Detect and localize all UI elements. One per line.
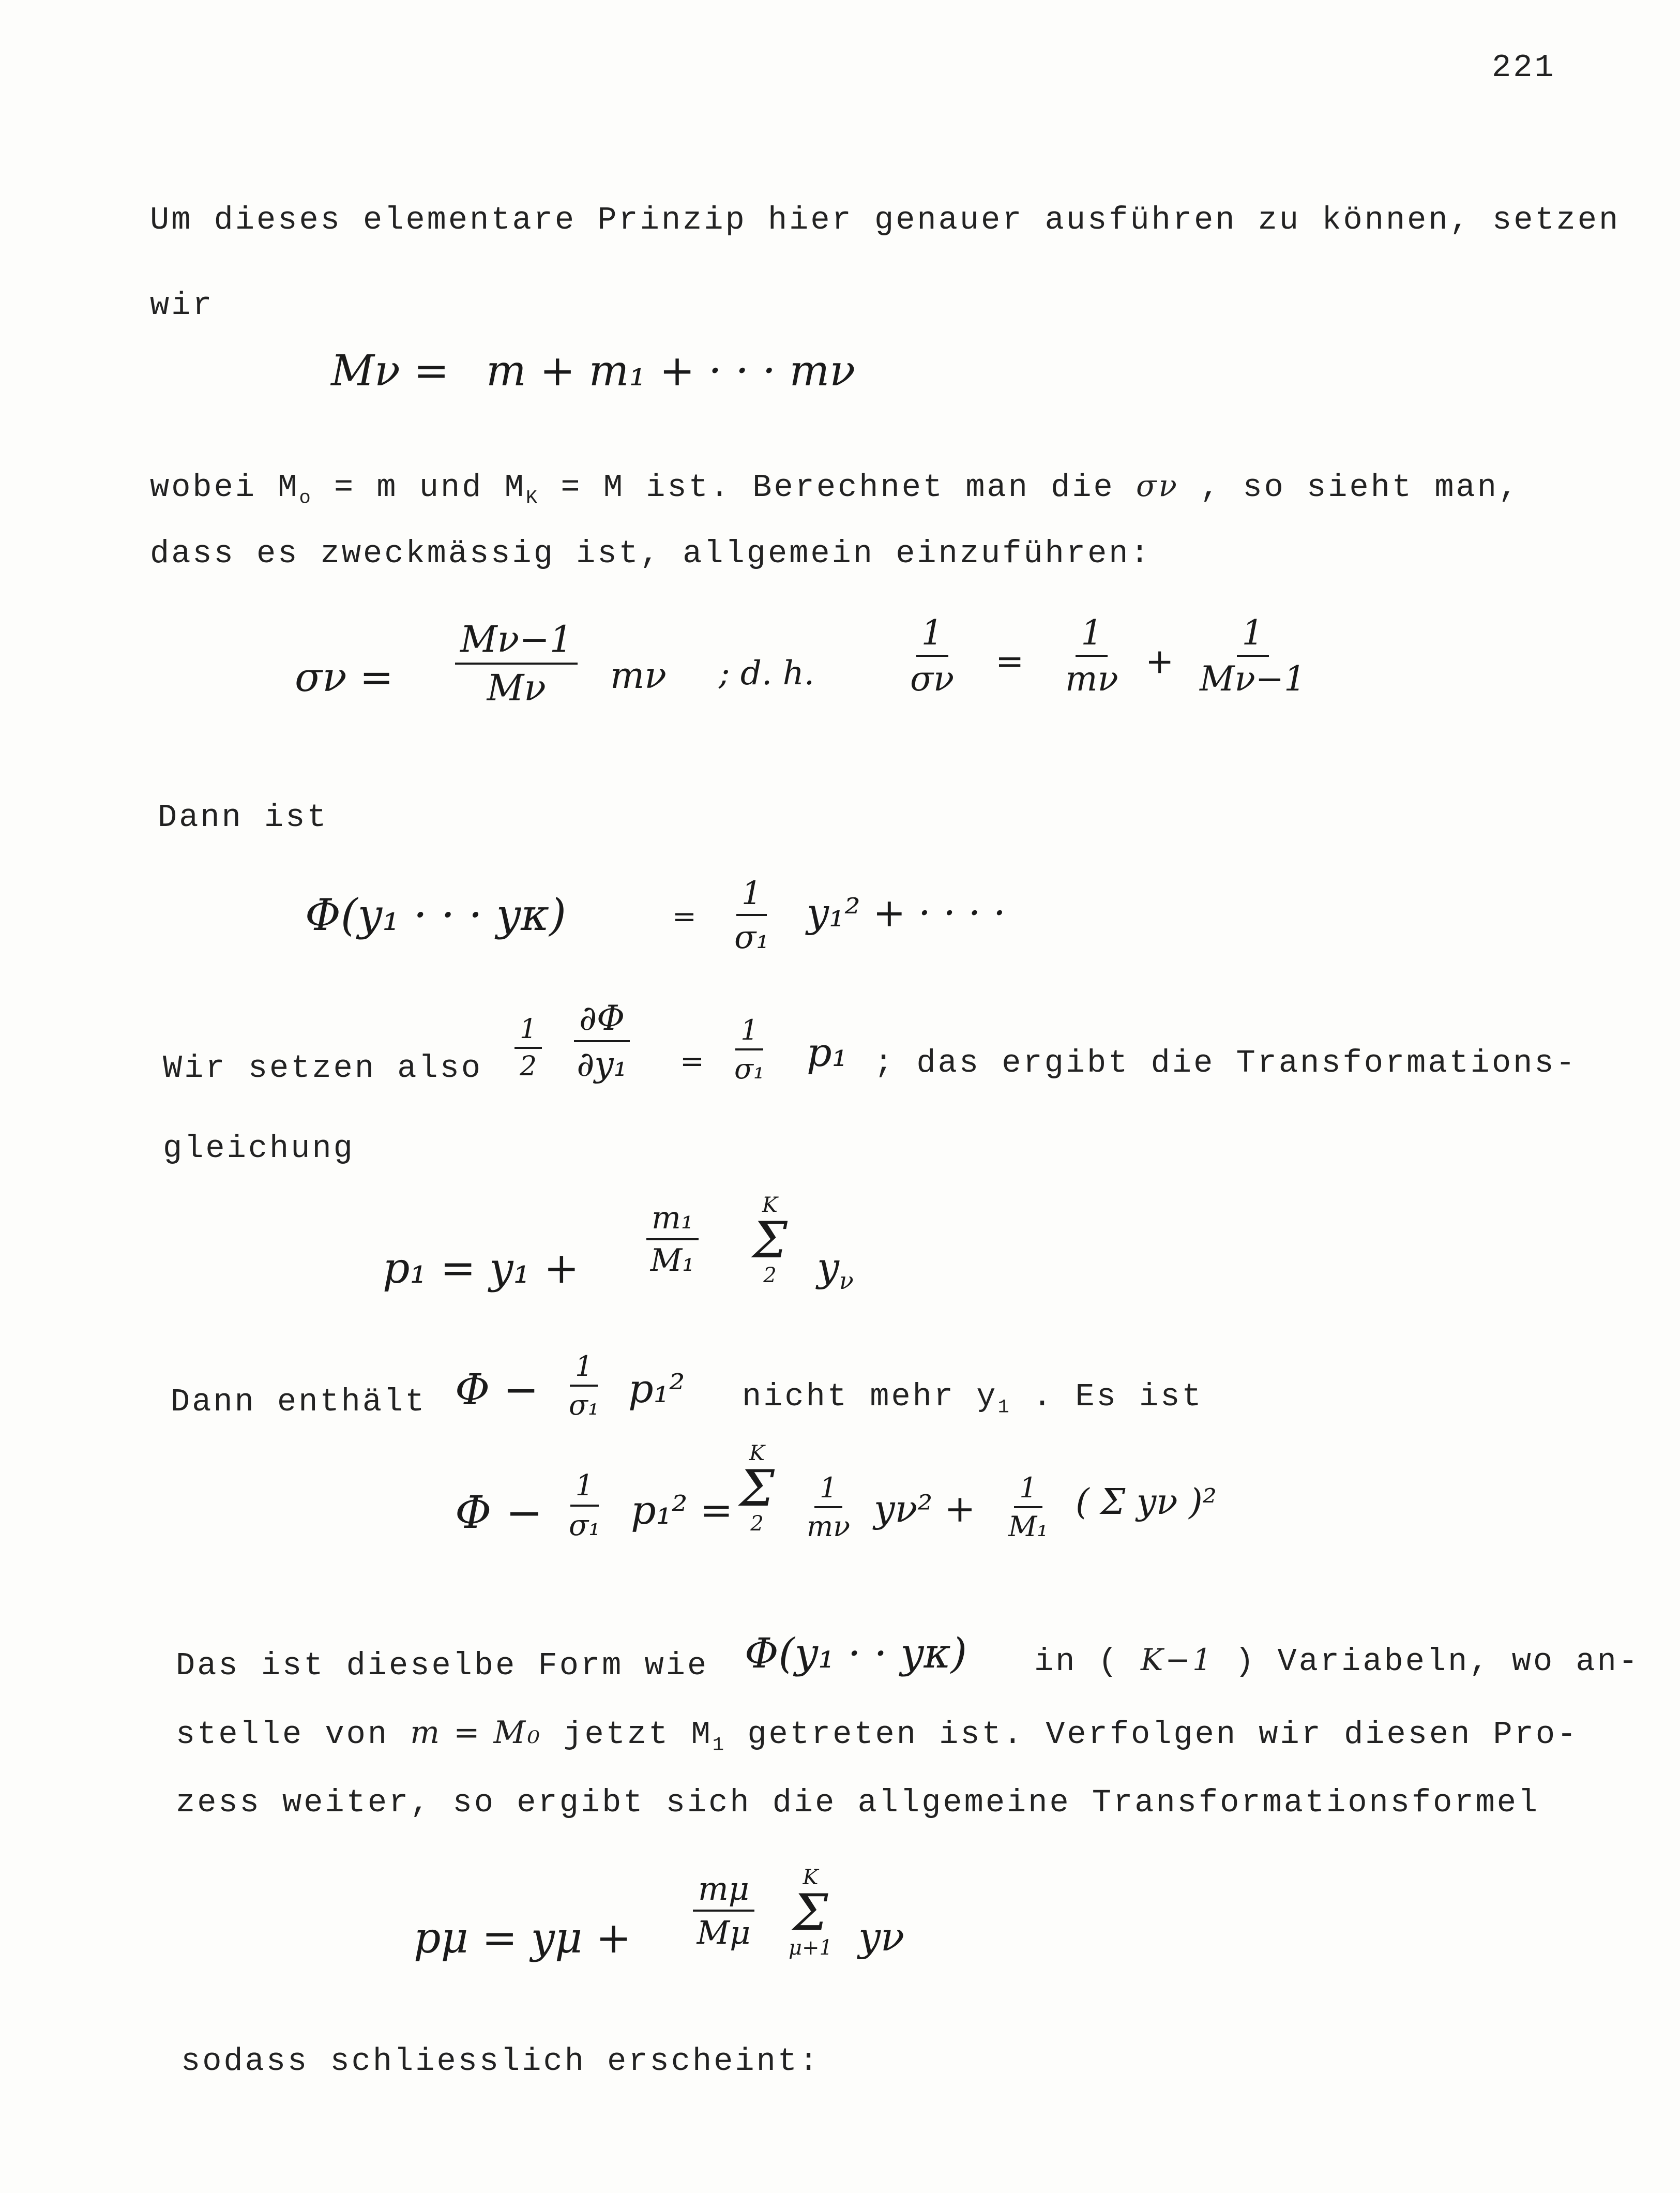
fraction-denominator: ∂y₁ <box>577 1044 628 1084</box>
fraction <box>574 998 630 1084</box>
fraction <box>1065 613 1118 699</box>
sigma-icon: Σ <box>793 1884 828 1942</box>
fraction <box>693 1870 754 1951</box>
fraction-numerator: 1 <box>916 613 948 657</box>
sigma-nu-symbol: σν <box>1136 468 1179 503</box>
m-equals-m0: m = M₀ <box>410 1715 542 1751</box>
text-segment: = m und M <box>334 469 526 506</box>
summation-upper-limit: K <box>762 1193 778 1217</box>
text-segment: getreten ist. Verfolgen wir diesen Pro- <box>747 1716 1579 1753</box>
formula-y-nu <box>817 1244 854 1295</box>
fraction-denominator: Mμ <box>697 1914 751 1951</box>
text-line: gleichung <box>163 1130 355 1167</box>
subscript: 1 <box>997 1396 1011 1419</box>
formula-phi-lhs: Φ(y₁ · · · yκ) <box>305 890 566 940</box>
fraction-denominator: M₁ <box>1008 1510 1048 1543</box>
formula-paren-sum: ( Σ yν )² <box>1076 1482 1217 1523</box>
formula-sigma-lhs: σν = <box>295 654 393 701</box>
text-segment: , so sieht man, <box>1200 469 1520 506</box>
fraction-numerator: 1 <box>570 1350 598 1387</box>
sigma-icon: Σ <box>739 1460 775 1518</box>
fraction <box>734 874 769 956</box>
text-line: Wir setzen also <box>163 1050 483 1087</box>
formula-y-squared: yν² + <box>874 1487 976 1530</box>
formula-rest: y₁² + · · · · <box>807 890 1006 936</box>
text-segment: in ( <box>1034 1643 1119 1680</box>
text-line: ; das ergibt die Transformations- <box>874 1045 1577 1082</box>
fraction-numerator: 1 <box>1014 1471 1042 1508</box>
text-segment: nicht mehr y <box>742 1378 998 1415</box>
subscript: o <box>299 487 313 509</box>
fraction <box>455 618 578 709</box>
fraction-denominator: mν <box>1065 659 1118 699</box>
formula-m-sum-rhs: m + m₁ + · · · mν <box>486 347 856 396</box>
text-segment: wobei M <box>150 469 299 506</box>
formula-m-sum-lhs: Mν = <box>331 347 449 396</box>
fraction <box>1008 1471 1048 1543</box>
fraction-numerator: 1 <box>735 1014 763 1050</box>
plus-sign: + <box>1145 641 1174 681</box>
fraction-denominator: σν <box>910 659 955 699</box>
equals-sign: = <box>672 900 697 934</box>
page-number: 221 <box>1492 49 1556 86</box>
fraction-denominator: σ₁ <box>569 1389 599 1421</box>
text-line: wir <box>150 287 214 324</box>
text-line <box>742 1378 1203 1418</box>
fraction-denominator: σ₁ <box>734 1053 765 1085</box>
fraction-numerator: Mν−1 <box>455 618 578 665</box>
formula-p1-squared: p₁² <box>628 1365 685 1411</box>
formula-phi-minus: Φ − <box>455 1365 539 1415</box>
formula-p1: p₁ <box>807 1029 848 1075</box>
summation <box>739 1443 775 1534</box>
fraction-numerator: 1 <box>570 1469 599 1507</box>
formula-p-mu-lhs: pμ = yμ + <box>414 1914 632 1963</box>
text-line: Dann ist <box>158 799 328 836</box>
fraction <box>1200 613 1306 699</box>
equals-sign: = <box>995 641 1024 681</box>
fraction-numerator: 1 <box>814 1471 842 1508</box>
fraction-numerator: 1 <box>1237 613 1269 657</box>
subscript: ν <box>839 1267 854 1295</box>
fraction-denominator: M₁ <box>650 1242 695 1279</box>
formula-p1-squared: p₁² = <box>631 1487 733 1533</box>
text-line: sodass schliesslich erscheint: <box>181 2043 821 2080</box>
formula-phi-minus: Φ − <box>455 1487 543 1539</box>
fraction <box>514 1014 542 1082</box>
text-segment: = M ist. Berechnet man die <box>561 469 1115 506</box>
summation <box>789 1867 833 1958</box>
summation <box>752 1195 788 1286</box>
fraction <box>646 1200 699 1279</box>
fraction-numerator: mμ <box>693 1870 754 1912</box>
formula-factor: mν <box>610 654 667 697</box>
formula-y-nu: yν <box>858 1914 905 1960</box>
summation-lower-limit: 2 <box>750 1512 764 1536</box>
fraction-denominator: 2 <box>520 1051 537 1082</box>
formula-separator: ; d. h. <box>719 654 815 693</box>
text-line: zess weiter, so ergibt sich die allgemeine Transformationsformel <box>176 1784 1540 1821</box>
equals-sign: = <box>680 1045 704 1078</box>
formula-p1-lhs: p₁ = y₁ + <box>383 1244 580 1293</box>
subscript: K <box>525 487 540 509</box>
fraction <box>807 1471 850 1543</box>
text-line: Das ist dieselbe Form wie <box>176 1647 709 1684</box>
fraction-denominator: Mν−1 <box>1200 659 1306 699</box>
formula-phi-inline: Φ(y₁ · · yκ) <box>745 1629 967 1677</box>
text-segment: ) Variabeln, wo an- <box>1235 1643 1640 1680</box>
fraction <box>569 1350 599 1421</box>
subscript: 1 <box>712 1734 727 1756</box>
summation-lower-limit: μ+1 <box>789 1936 833 1960</box>
fraction <box>734 1014 765 1085</box>
fraction-denominator: mν <box>807 1510 851 1543</box>
text-segment: stelle von <box>176 1716 389 1753</box>
sigma-icon: Σ <box>752 1211 788 1269</box>
text-line: Um dieses elementare Prinzip hier genauer ausführen zu können, setzen <box>150 202 1621 238</box>
fraction-numerator: ∂Φ <box>574 998 630 1042</box>
fraction-denominator: Mν <box>487 667 546 709</box>
text-line: dass es zweckmässig ist, allgemein einzuführen: <box>150 535 1152 572</box>
fraction-numerator: 1 <box>514 1014 542 1049</box>
fraction-numerator: 1 <box>1076 613 1108 657</box>
summation-upper-limit: K <box>803 1866 819 1889</box>
text-line <box>176 1715 1578 1756</box>
text-line <box>1034 1642 1640 1680</box>
fraction <box>569 1469 600 1542</box>
summation-upper-limit: K <box>749 1441 765 1465</box>
fraction-numerator: 1 <box>736 874 767 916</box>
k-minus-one: K−1 <box>1141 1642 1214 1677</box>
text-segment: . Es ist <box>1033 1378 1203 1415</box>
fraction <box>910 613 954 699</box>
text-line: Dann enthält <box>171 1384 427 1420</box>
text-line <box>150 468 1520 509</box>
fraction-denominator: σ₁ <box>734 918 769 956</box>
summation-lower-limit: 2 <box>763 1264 777 1287</box>
fraction-numerator: m₁ <box>646 1200 699 1240</box>
formula-body: y <box>817 1244 839 1290</box>
text-segment: jetzt M <box>563 1716 713 1753</box>
fraction-denominator: σ₁ <box>569 1509 600 1542</box>
